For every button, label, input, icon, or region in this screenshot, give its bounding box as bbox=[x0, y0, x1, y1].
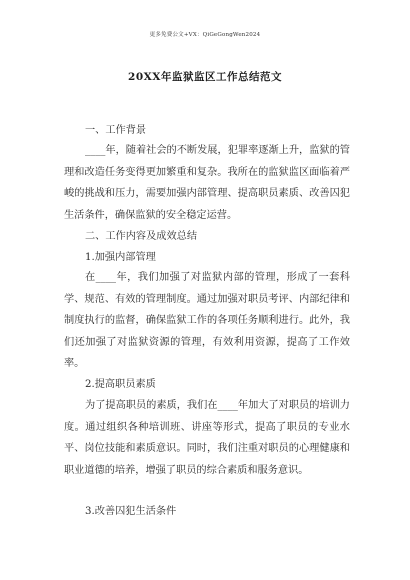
header-note: 更多免费公文+VX：QiGeGongWen2024 bbox=[149, 32, 261, 38]
heading-inmate-living: 3.改善囚犯生活条件 bbox=[85, 506, 177, 517]
paragraph-staff-quality: 为了提高职员的素质，我们在____年加大了对职员的培训力度。通过组织各种培训班、讲座等形式，提高了职员的专业水平、岗位技能和素质意识。同时，我们注重对职员的心理健康和职业道德的培养，增强了职员的综合素质和服务意识。 bbox=[64, 400, 350, 476]
paragraph-internal-management: 在____年，我们加强了对监狱内部的管理，形成了一套科学、规范、有效的管理制度。通过加强对职员考评、内部纪律和制度执行的监督，确保监狱工作的各项任务顺利进行。此外，我们还加强了对监狱资源的管理，有效利用资源，提高了工作效率。 bbox=[64, 272, 350, 369]
paragraph-work-background: ____年，随着社会的不断发展，犯罪率逐渐上升，监狱的管理和改造任务变得更加繁重和复杂。我所在的监狱监区面临着严峻的挑战和压力，需要加强内部管理、提高职员素质、改善囚犯生活条件，确保监狱的安全稳定运营。 bbox=[64, 145, 350, 221]
heading-work-background: 一、工作背景 bbox=[85, 125, 147, 136]
document-title: 20XX年监狱监区工作总结范文 bbox=[128, 71, 282, 83]
heading-work-content: 二、工作内容及成效总结 bbox=[85, 231, 198, 242]
heading-staff-quality: 2.提高职员素质 bbox=[85, 379, 156, 390]
heading-internal-management: 1.加强内部管理 bbox=[85, 252, 156, 263]
